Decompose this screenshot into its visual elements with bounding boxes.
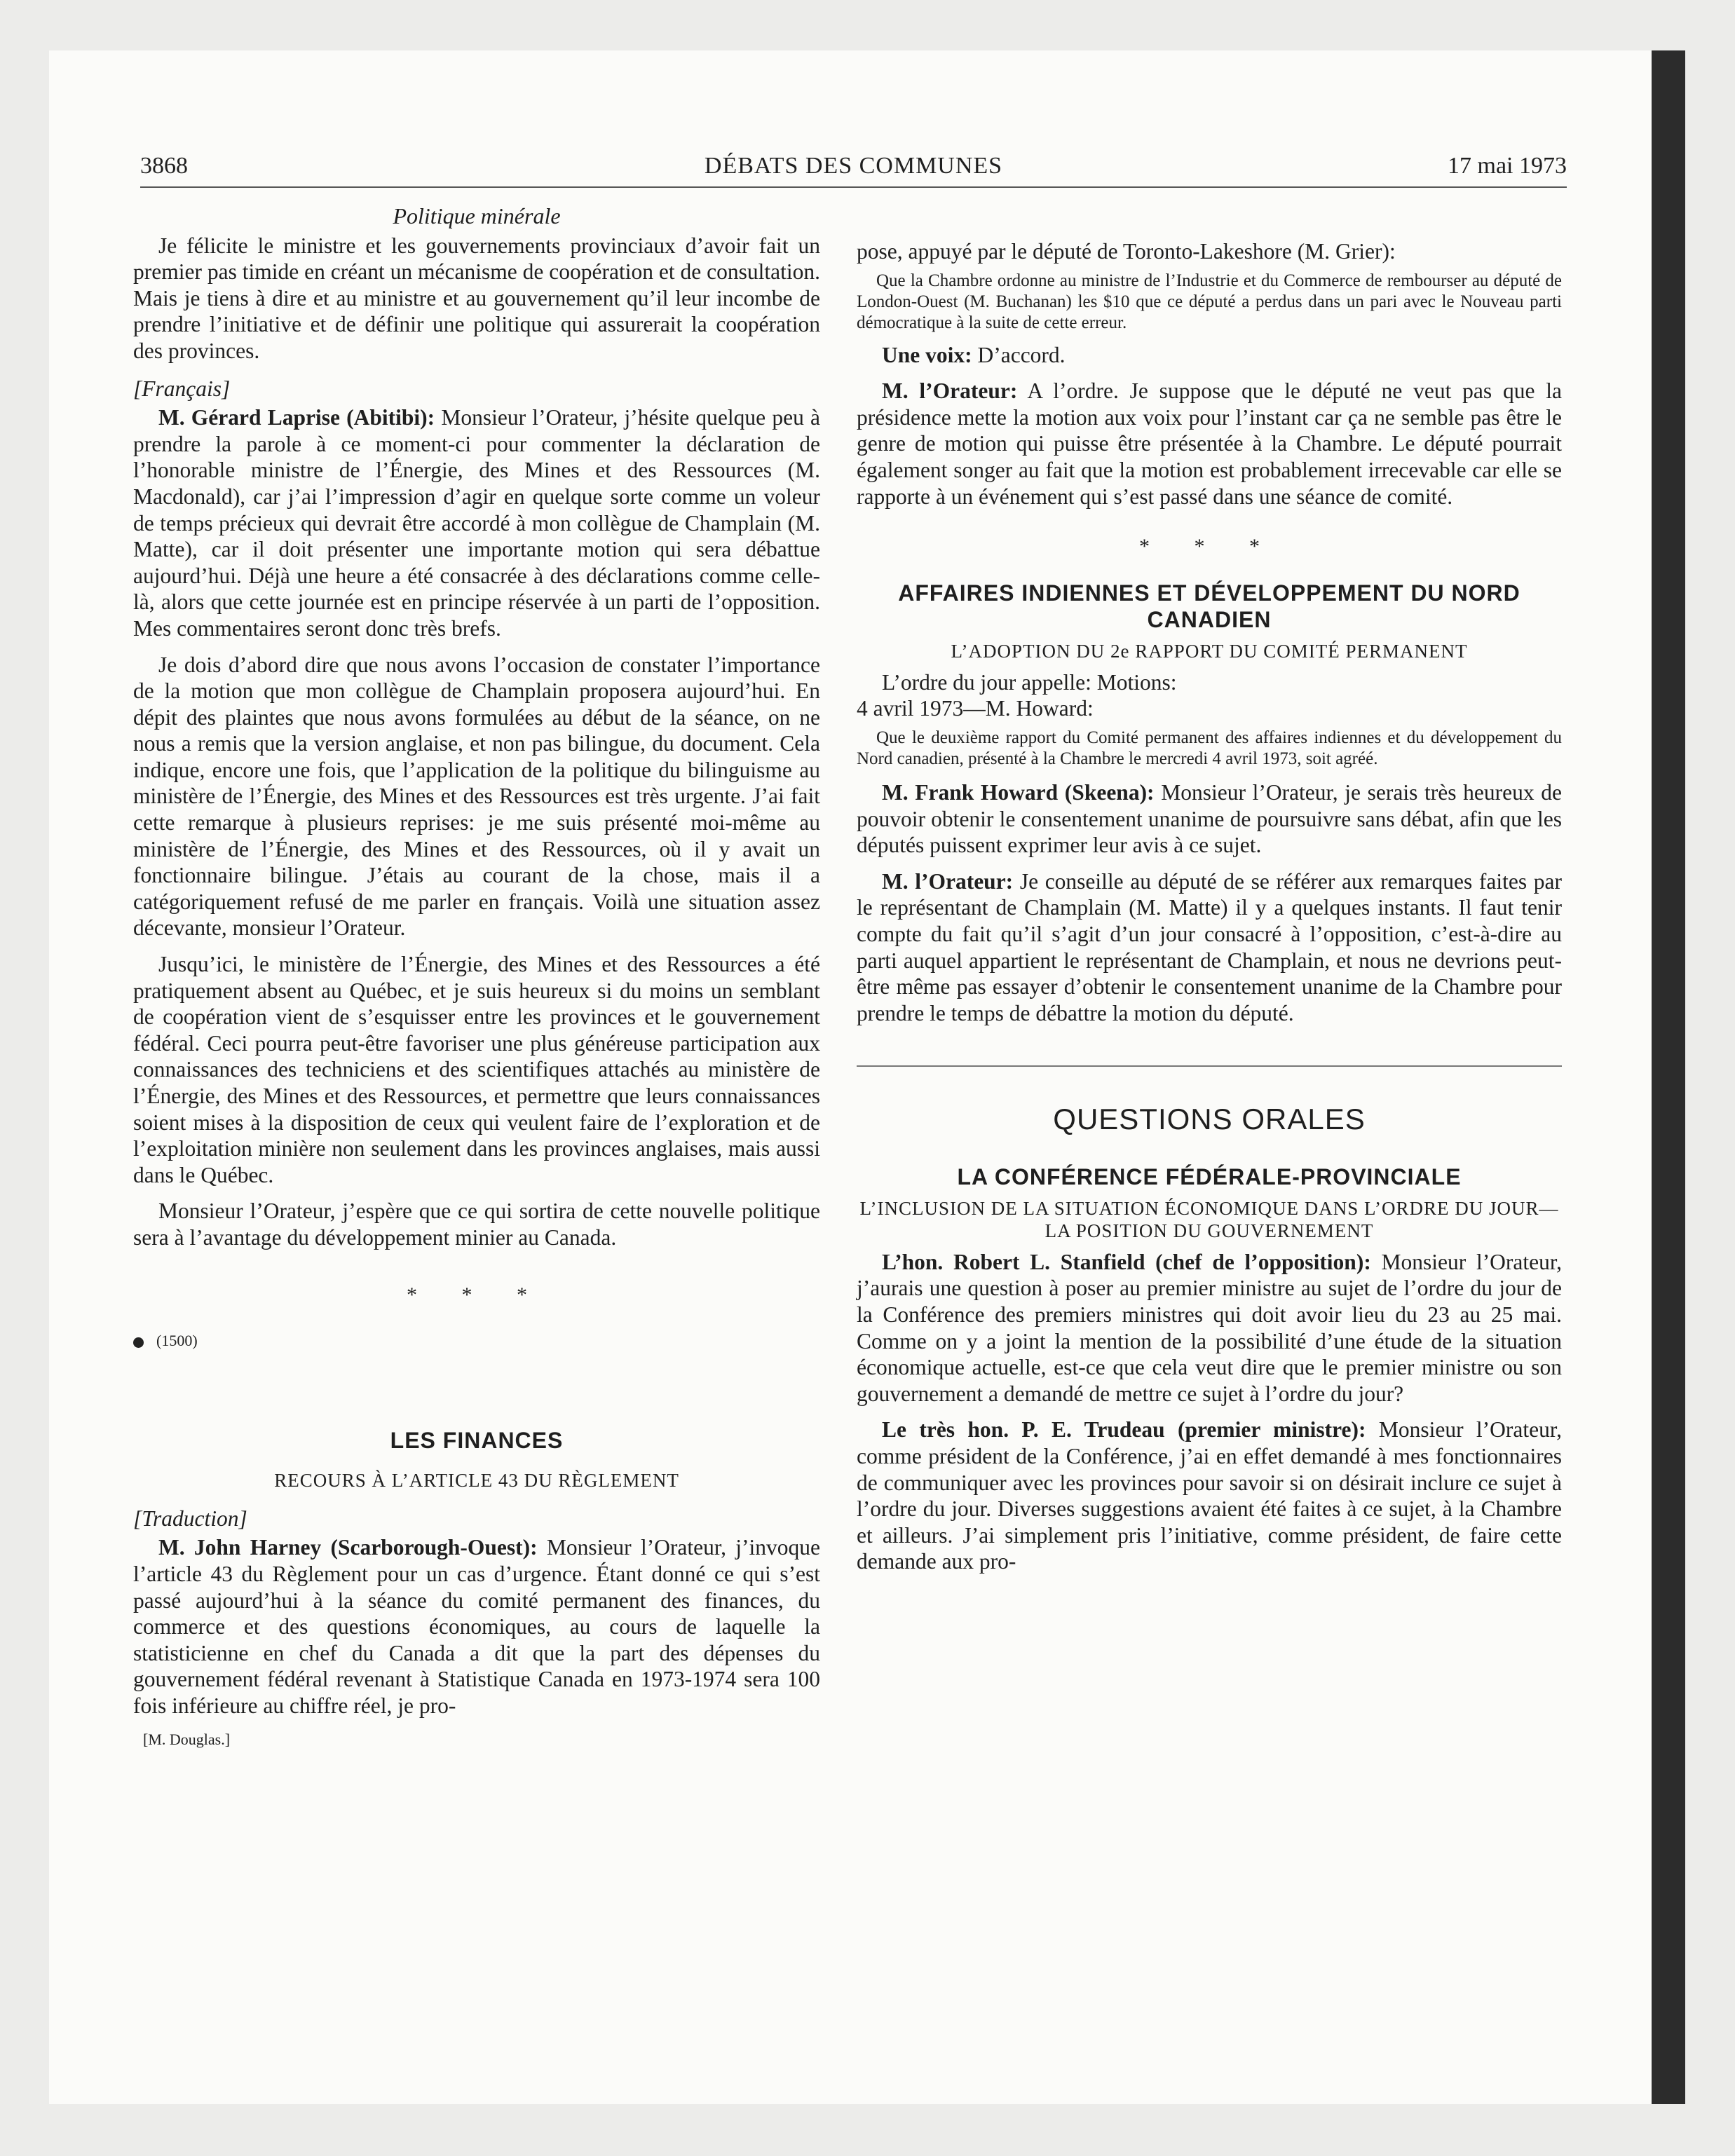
speech-text: Monsieur l’Orateur, j’hésite quelque peu à prendre la parole à ce moment-ci pour commenter la déclaration de l’honorable ministre de l’Énergie, des Mines et des Ressources (M. Macdonald), car j’ai l’impression d’agir en quelque sorte comme un voleur de temps précieux qui devrait être accordé à mon collègue de Champlain (M. Matte), car il doit présenter une importante motion qui sera débattue aujourd’hui. Déjà une heure a été consacrée à des déclarations comme celle-là, alors que cette journée est en principe réservée à un parti de l’opposition. Mes commentaires seront donc très brefs.	[133, 405, 820, 641]
paragraph: 4 avril 1973—M. Howard:	[857, 696, 1094, 721]
paragraph: Jusqu’ici, le ministère de l’Énergie, des Mines et des Ressources a été pratiquement absent au Québec, et je suis heureux si du moins un semblant de coopération vient de s’esquisser entre les provinces et le gouvernement fédéral. Ceci pourra peut-être favoriser une plus généreuse participation aux connaissances des techniciens et des scientifiques attachés au ministère de l’Énergie, des Mines et des Ressources, et permettre que leurs connaissances soient mises à la disposition de ceux qui veulent faire de l’exploration et de l’exploitation minière non seulement dans les provinces anglaises, mais aussi dans le Québec.	[133, 952, 820, 1187]
speech-text: Monsieur l’Orateur, je serais très heureux de pouvoir obtenir le consentement unanime de poursuivre sans débat, afin que les députés puissent exprimer leur avis à ce sujet.	[857, 779, 1563, 858]
speech	[133, 404, 820, 641]
bullet-icon	[133, 1337, 144, 1348]
speech	[857, 342, 1562, 369]
journal-title: DÉBATS DES COMMUNES	[704, 153, 1003, 179]
motion-quote: Que le deuxième rapport du Comité permanent des affaires indiennes et du développement du Nord canadien, présenté à la Chambre le mercredi 4 avril 1973, soit agréé.	[857, 728, 1562, 768]
language-marker: [Traduction]	[133, 1506, 247, 1531]
right-column	[857, 238, 1562, 1575]
speech-text: Monsieur l’Orateur, j’invoque l’article 43 du Règlement pour un cas d’urgence. Étant donné ce qui s’est passé aujourd’hui à la séance du comité permanent des finances, du commerce et des questions économiques, au cours de laquelle la statisticienne en chef du Canada a dit que la part des dépenses du gouvernement fédéral revenant à Statistique Canada en 1973-1974 sera 100 fois inférieure au chiffre réel, je pro-	[133, 1535, 820, 1718]
speech-text: A l’ordre. Je suppose que le député ne veut pas que la présidence mette la motion aux voix pour l’instant car ça ne semble pas être le genre de motion qui puisse être présentée à la Chambre. Le député pourrait également songer au fait que la motion est probablement irrecevable car elle se rapporte à un événement qui s’est passé dans une séance de comité.	[857, 378, 1562, 509]
paragraph: Je dois d’abord dire que nous avons l’occasion de constater l’importance de la motion que mon collègue de Champlain proposera aujourd’hui. En dépit des plaintes que nous avons formulées au début de la séance, on ne nous a remis que la version anglaise, et non pas bilingue, du document. Cela indique, encore une fois, que l’application de la politique du bilinguisme au ministère de l’Énergie, des Mines et des Ressources est très urgente. J’ai fait cette remarque à plusieurs reprises: je me suis présenté moi-même au ministère de l’Énergie, des Mines et des Ressources, où il y avait un fonctionnaire bilingue. J’étais au courant de la chose, mais il a catégoriquement refusé de me parler en français. Voilà une situation assez décevante, monsieur l’Orateur.	[133, 652, 820, 941]
paragraph: pose, appuyé par le député de Toronto-Lakeshore (M. Grier):	[857, 239, 1396, 264]
section-heading: LA CONFÉRENCE FÉDÉRALE-PROVINCIALE	[957, 1164, 1462, 1189]
section-separator: * * *	[1139, 535, 1279, 559]
section-heading: AFFAIRES INDIENNES ET DÉVELOPPEMENT DU NORD CANADIEN	[898, 580, 1520, 632]
time-marker: (1500)	[133, 1328, 820, 1354]
section-subheading: L’INCLUSION DE LA SITUATION ÉCONOMIQUE DANS L’ORDRE DU JOUR—LA POSITION DU GOUVERNEMENT	[859, 1197, 1559, 1241]
section-subtitle: Politique minérale	[393, 203, 561, 228]
speech-text: D’accord.	[972, 342, 1066, 367]
speech	[857, 1249, 1562, 1407]
paragraph: L’ordre du jour appelle: Motions:	[882, 669, 1177, 695]
speech-text: Monsieur l’Orateur, comme président de la Conférence, j’ai en effet demandé à mes fonctionnaires de communiquer avec les provinces pour savoir si on désirait inclure ce sujet à l’ordre du jour. Diverses suggestions avaient été faites à ce sujet, à la Chambre et ailleurs. J’ai simplement pris l’initiative, comme président, de faire cette demande aux pro-	[857, 1417, 1562, 1574]
speaker-name: M. Frank Howard (Skeena):	[882, 779, 1155, 805]
speaker-name: L’hon. Robert L. Stanfield (chef de l’opposition):	[882, 1249, 1371, 1274]
section-divider	[857, 1065, 1562, 1067]
speech	[857, 868, 1562, 1027]
page-date: 17 mai 1973	[1448, 153, 1567, 179]
section-separator: * * *	[407, 1283, 547, 1306]
scan-edge	[1652, 50, 1685, 2104]
language-marker: [Français]	[133, 376, 231, 401]
speaker-name: Une voix:	[882, 342, 972, 367]
left-column	[133, 203, 820, 1752]
section-heading: LES FINANCES	[390, 1427, 564, 1453]
page-number: 3868	[140, 153, 188, 179]
speaker-name: M. John Harney (Scarborough-Ouest):	[158, 1535, 538, 1560]
speaker-name: M. l’Orateur:	[882, 868, 1014, 894]
major-heading: QUESTIONS ORALES	[1053, 1103, 1366, 1136]
speech-text: Je conseille au député de se référer aux remarques faites par le représentant de Champlain (M. Matte) il y a quelques instants. Il faut tenir compte du fait qu’il s’agit d’un jour consacré à l’opposition, c’est-à-dire au parti auquel appartient le représentant de Champlain, et nous ne devrions peut-être même pas essayer d’obtenir le consentement unanime de la Chambre pour prendre le temps de débattre la motion du député.	[857, 868, 1562, 1025]
speech	[857, 779, 1562, 859]
paragraph: Monsieur l’Orateur, j’espère que ce qui sortira de cette nouvelle politique sera à l’avantage du développement minier au Canada.	[133, 1199, 820, 1250]
speaker-name: M. Gérard Laprise (Abitibi):	[158, 405, 435, 430]
motion-quote: Que la Chambre ordonne au ministre de l’Industrie et du Commerce de rembourser au député de London-Ouest (M. Buchanan) les $10 que ce député a perdus dans un pari avec le Nouveau parti démocratique à la suite de cette erreur.	[857, 271, 1562, 332]
speech	[857, 378, 1562, 510]
speech	[857, 1417, 1562, 1575]
section-subheading: RECOURS À L’ARTICLE 43 DU RÈGLEMENT	[274, 1469, 679, 1491]
speech	[133, 1534, 820, 1719]
speaker-attribution: [M. Douglas.]	[143, 1730, 231, 1748]
speech-text: Monsieur l’Orateur, j’aurais une question à poser au premier ministre au sujet de l’ordre du jour de la Conférence des premiers ministres qui doit avoir lieu du 23 au 25 mai. Comme on y a joint la mention de la possibilité d’une étude de la situation économique actuelle, est-ce que cela veut dire que le premier ministre ou son gouvernement a demandé de mettre ce sujet à l’ordre du jour?	[857, 1249, 1562, 1406]
paragraph: Je félicite le ministre et les gouvernements provinciaux d’avoir fait un premier pas timide en créant un mécanisme de coopération et de consultation. Mais je tiens à dire et au ministre et au gouvernement qu’il leur incombe de prendre l’initiative et de définir une politique qui assurerait la coopération des provinces.	[133, 233, 820, 363]
section-subheading: L’ADOPTION DU 2e RAPPORT DU COMITÉ PERMANENT	[951, 640, 1468, 662]
header-rule	[140, 186, 1567, 188]
page-header	[140, 153, 1567, 188]
speaker-name: Le très hon. P. E. Trudeau (premier ministre):	[882, 1417, 1366, 1442]
speaker-name: M. l’Orateur:	[882, 378, 1018, 404]
